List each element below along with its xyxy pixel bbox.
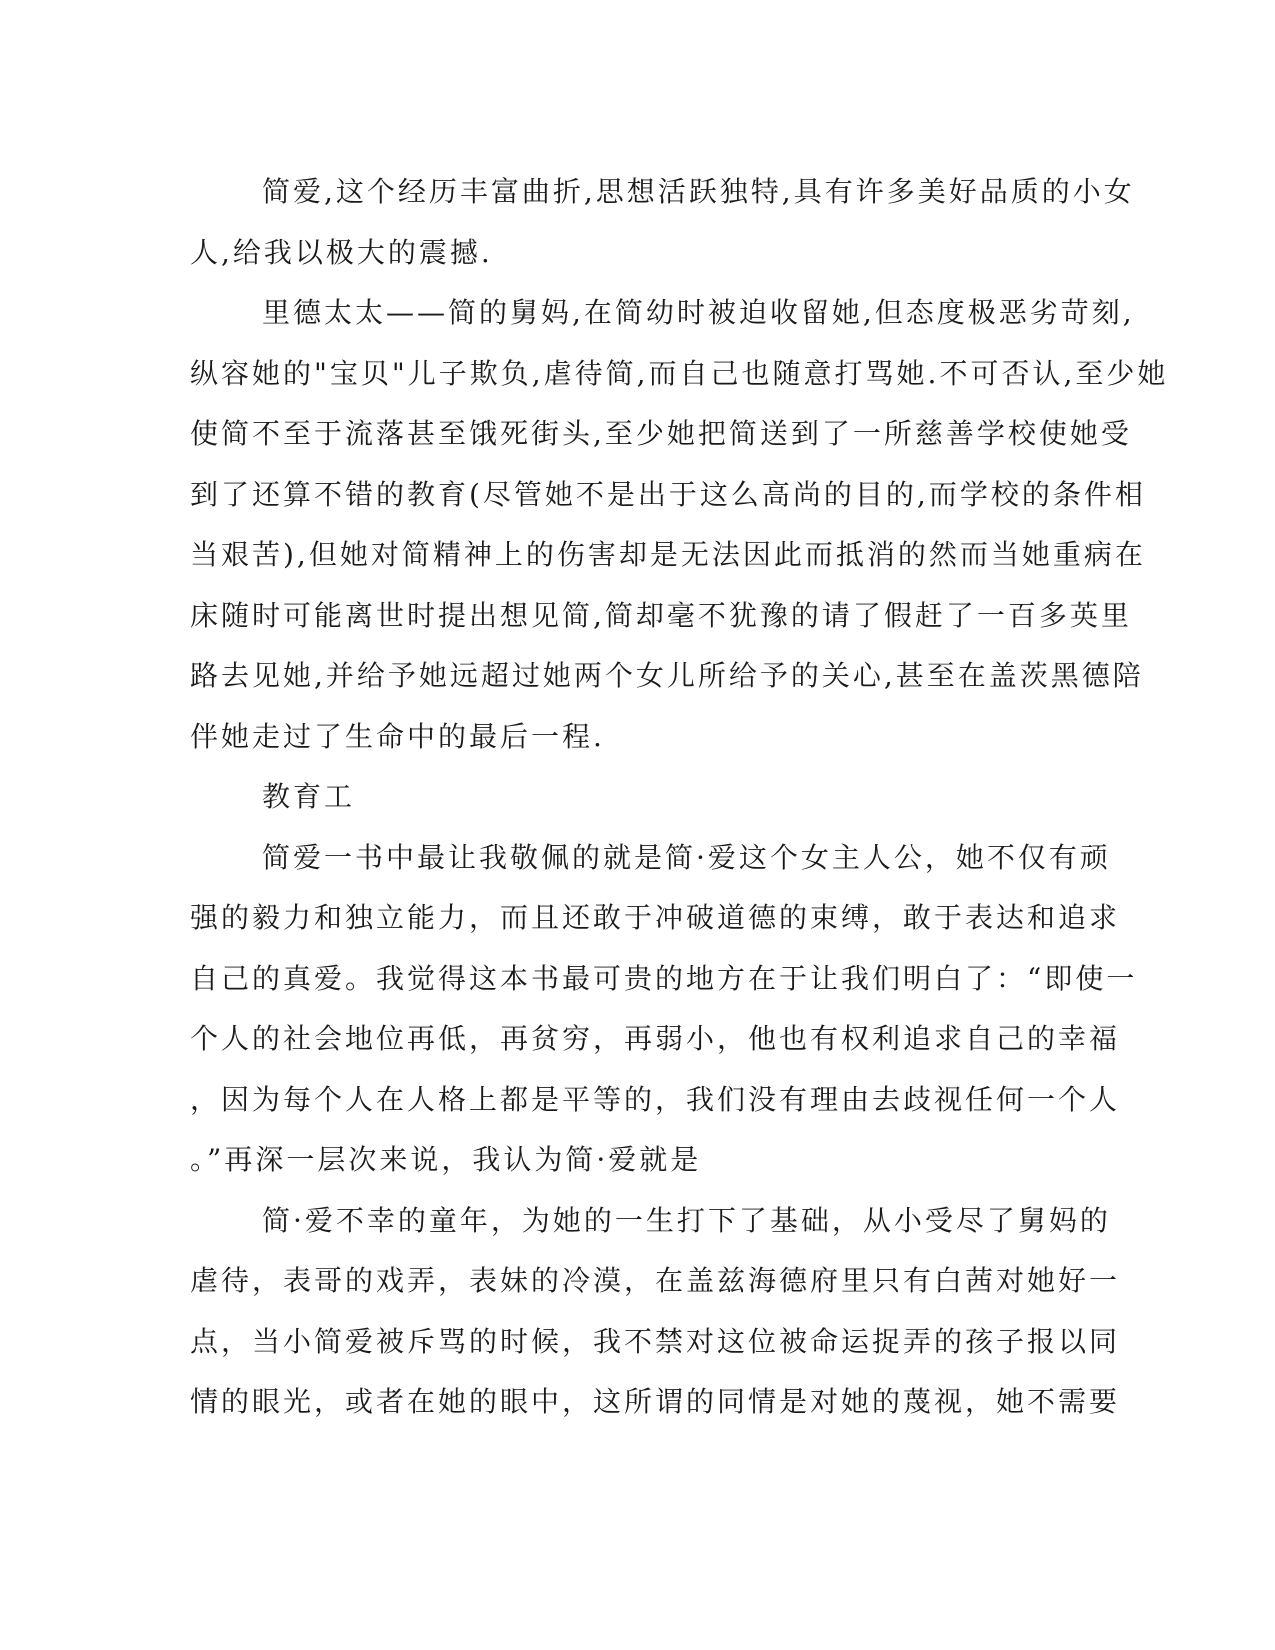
text-line: 伴她走过了生命中的最后一程. [190,719,605,753]
text-line: 里德太太——简的舅妈,在简幼时被迫收留她,但态度极恶劣苛刻, [262,296,1135,329]
text-line: 虐待，表哥的戏弄，表妹的冷漠，在盖兹海德府里只有白茜对她好一 [190,1264,1121,1297]
body-text [190,162,1169,1433]
text-line: 床随时可能离世时提出想见简,简却毫不犹豫的请了假赶了一百多英里 [190,598,1132,632]
text-line: 情的眼光，或者在她的眼中，这所谓的同情是对她的蔑视，她不需要 [190,1385,1121,1418]
text-line: 简爱一书中最让我敬佩的就是简·爱这个女主人公，她不仅有顽 [262,840,1111,874]
text-line: 纵容她的"宝贝"儿子欺负,虐待简,而自己也随意打骂她.不可否认,至少她 [190,356,1169,390]
text-line: 强的毅力和独立能力，而且还敢于冲破道德的束缚，敢于表达和追求 [190,901,1121,934]
text-line: 人,给我以极大的震撼. [190,235,493,269]
text-line: 点，当小简爱被斥骂的时候，我不禁对这位被命运捉弄的孩子报以同 [190,1324,1121,1358]
text-line: 个人的社会地位再低，再贫穷，再弱小，他也有权利追求自己的幸福 [190,1022,1121,1055]
text-line: 路去见她,并给予她远超过她两个女儿所给予的关心,甚至在盖茨黑德陪 [190,659,1144,692]
text-line: ，因为每个人在人格上都是平等的，我们没有理由去歧视任何一个人 [190,1082,1121,1116]
text-line: 。”再深一层次来说，我认为简·爱就是 [190,1143,702,1176]
text-line: 简爱,这个经历丰富曲折,思想活跃独特,具有许多美好品质的小女 [262,175,1135,208]
text-line: 当艰苦),但她对简精神上的伤害却是无法因此而抵消的然而当她重病在 [190,538,1146,571]
text-line: 简·爱不幸的童年，为她的一生打下了基础，从小受尽了舅妈的 [262,1203,1111,1237]
section-heading: 教育工 [262,780,356,813]
text-line: 自己的真爱。我觉得这本书最可贵的地方在于让我们明白了：“即使一 [190,961,1138,995]
text-line: 到了还算不错的教育(尽管她不是出于这么高尚的目的,而学校的条件相 [190,477,1146,511]
text-line: 使简不至于流落甚至饿死街头,至少她把简送到了一所慈善学校使她受 [190,417,1132,450]
